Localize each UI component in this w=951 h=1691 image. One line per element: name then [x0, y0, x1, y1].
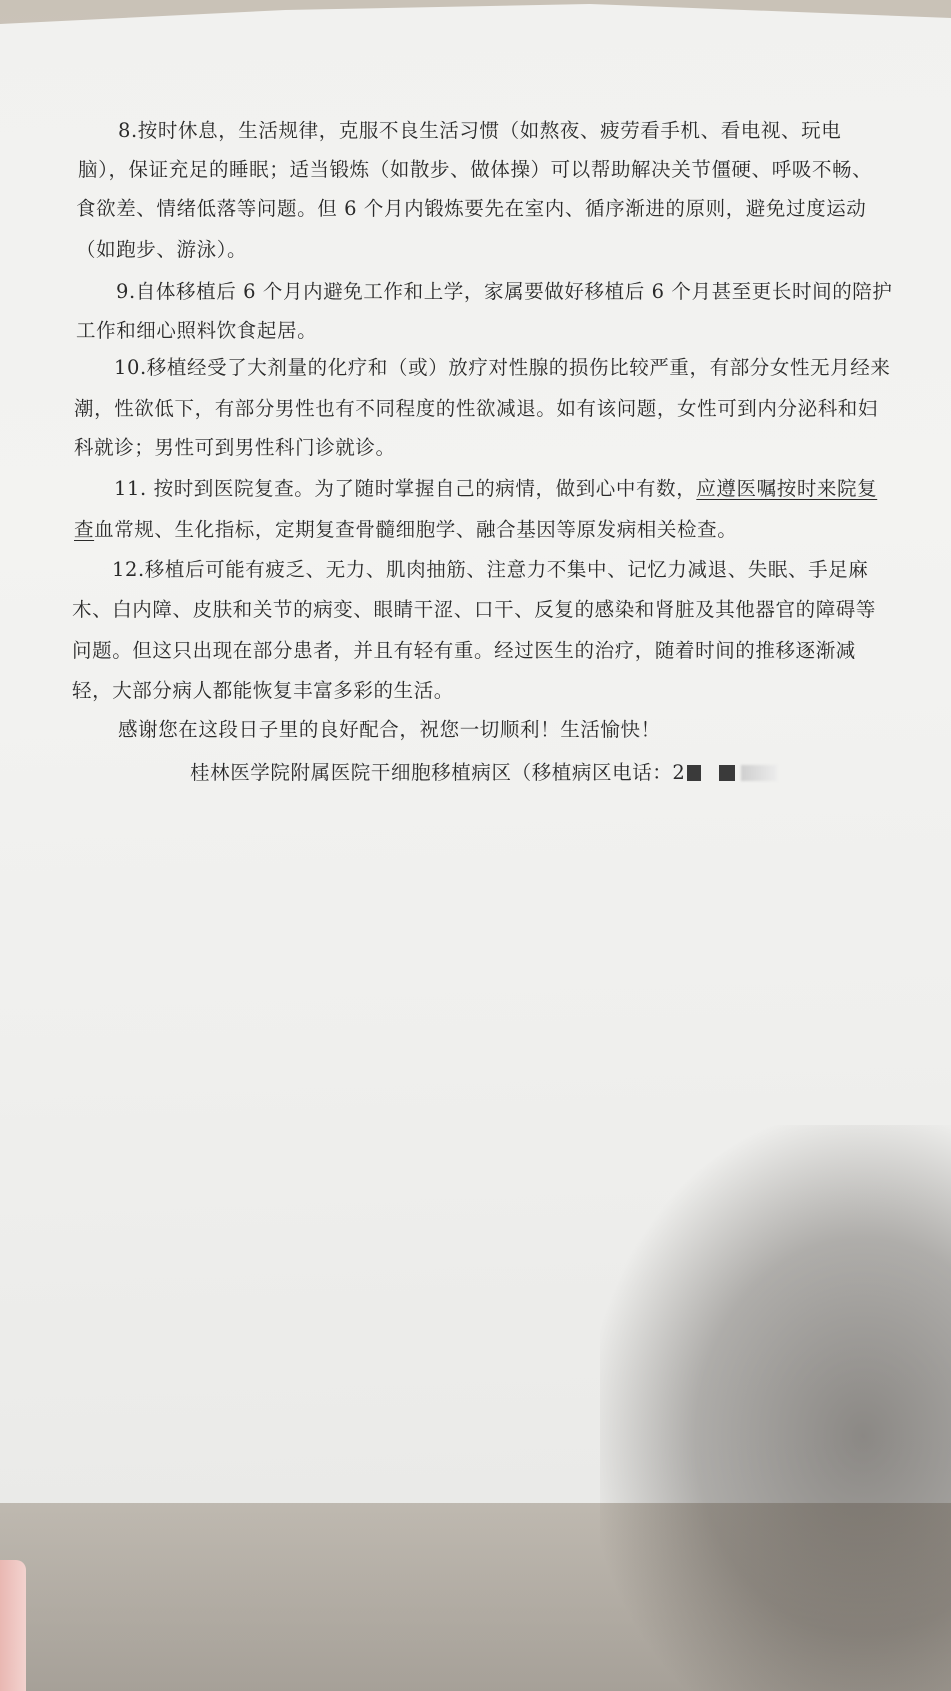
item-8-line-4: （如跑步、游泳）。: [76, 238, 248, 261]
hospital-and-phone: 桂林医学院附属医院干细胞移植病区（移植病区电话：2: [190, 761, 686, 784]
redaction-block-2: [719, 765, 735, 781]
item-11-underlined: 应遵医嘱按时来院复: [696, 477, 878, 500]
item-12-line-1: 12.移植后可能有疲乏、无力、肌肉抽筋、注意力不集中、记忆力减退、失眠、手足麻: [112, 558, 869, 581]
item-11-underlined-end: 查: [74, 518, 95, 541]
pink-object: [0, 1560, 26, 1691]
item-12-line-2: 木、白内障、皮肤和关节的病变、眼睛干涩、口干、反复的感染和肾脏及其他器官的障碍等: [72, 598, 877, 621]
item-8-line-2: 脑），保证充足的睡眠；适当锻炼（如散步、做体操）可以帮助解决关节僵硬、呼吸不畅、: [78, 158, 873, 181]
redaction-blur: [741, 765, 777, 781]
signature-line: [190, 763, 777, 783]
item-12-line-3: 问题。但这只出现在部分患者，并且有轻有重。经过医生的治疗，随着时间的推移逐渐减: [72, 639, 856, 662]
item-11-line-2-text: 血常规、生化指标，定期复查骨髓细胞学、融合基因等原发病相关检查。: [94, 518, 738, 541]
item-8-line-1: 8.按时休息，生活规律，克服不良生活习惯（如熬夜、疲劳看手机、看电视、玩电: [118, 119, 842, 142]
item-9-line-2: 工作和细心照料饮食起居。: [76, 319, 318, 342]
item-11-line-1: [114, 479, 877, 499]
redaction-block: [687, 765, 701, 781]
item-10-line-2: 潮，性欲低下，有部分男性也有不同程度的性欲减退。如有该问题，女性可到内分泌科和妇: [74, 397, 879, 420]
item-10-line-3: 科就诊；男性可到男性科门诊就诊。: [74, 436, 396, 459]
item-8-line-3: 食欲差、情绪低落等问题。但 6 个月内锻炼要先在室内、循序渐进的原则，避免过度运动: [76, 197, 867, 220]
thanks-line: 感谢您在这段日子里的良好配合，祝您一切顺利！生活愉快！: [118, 718, 661, 741]
item-10-line-1: 10.移植经受了大剂量的化疗和（或）放疗对性腺的损伤比较严重，有部分女性无月经来: [114, 356, 891, 379]
item-11-text: 11. 按时到医院复查。为了随时掌握自己的病情，做到心中有数，: [114, 477, 697, 500]
item-11-line-2: [74, 520, 737, 540]
item-12-line-4: 轻，大部分病人都能恢复丰富多彩的生活。: [72, 679, 454, 702]
table-shadow: [0, 1503, 951, 1691]
item-9-line-1: 9.自体移植后 6 个月内避免工作和上学，家属要做好移植后 6 个月甚至更长时间的陪护: [116, 280, 893, 303]
